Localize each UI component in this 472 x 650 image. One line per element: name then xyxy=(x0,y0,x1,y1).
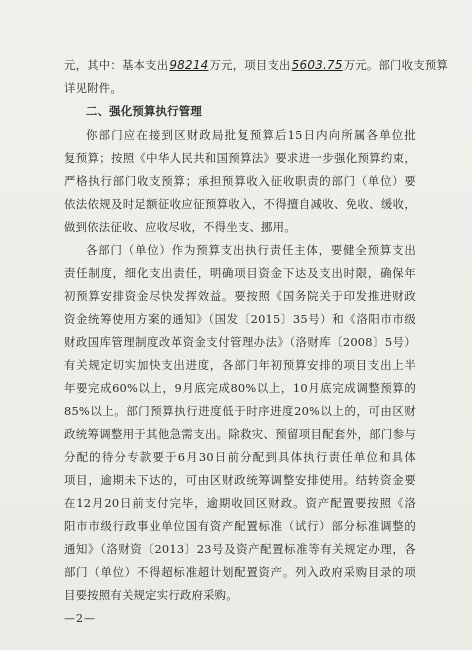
handwritten-amount: 98214 xyxy=(169,58,209,72)
text-line-20: 在12月20日前支付完毕，逾期收回区财政。资产配置要按照《洛 xyxy=(64,496,416,510)
section-heading: 二、强化预算执行管理 xyxy=(86,104,202,118)
text-line-12: 资金统筹使用方案的通知》（国发〔2015〕35号）和《洛阳市市级 xyxy=(64,312,416,326)
text-line-15: 年要完成60%以上，9月底完成80%以上，10月底完成调整预算的 xyxy=(64,381,416,395)
text-line-22: 通知》（洛财资〔2013〕23号及资产配置标准等有关规定办理，各 xyxy=(64,542,416,556)
text-line-8: 做到依法征收、应收尽收，不得坐支、挪用。 xyxy=(64,220,296,234)
text-line-24: 目要按照有关规定实行政府采购。 xyxy=(64,588,238,602)
text-segment: 万元。部门收支预算 xyxy=(343,58,449,72)
text-line-21: 阳市市级行政事业单位国有资产配置标准（试行）部分标准调整的 xyxy=(64,519,416,533)
text-line-10: 责任制度，细化支出责任，明确项目资金下达及支出时限，确保年 xyxy=(64,266,416,280)
text-line-23: 部门（单位）不得超标准超计划配置资产。列入政府采购目录的项 xyxy=(64,565,416,579)
text-line-18: 分配的待分专款要于6月30日前分配到具体执行责任单位和具体 xyxy=(64,450,416,464)
text-line-2: 详见附件。 xyxy=(64,81,122,95)
text-line-14: 有关规定切实加快支出进度，各部门年初预算安排的项目支出上半 xyxy=(64,358,416,372)
text-line-6: 严格执行部门收支预算；承担预算收入征收职责的部门（单位）要 xyxy=(64,174,416,188)
text-line-4: 你部门应在接到区财政局批复预算后15日内向所属各单位批 xyxy=(86,128,416,142)
text-line-9: 各部门（单位）作为预算支出执行责任主体，要健全预算支出 xyxy=(86,243,416,257)
handwritten-amount: 5603.75 xyxy=(291,58,343,72)
page-number: —2— xyxy=(64,612,96,625)
text-line-13: 财政国库管理制度改革资金支付管理办法》（洛财库〔2008〕5号） xyxy=(64,335,416,349)
text-segment: 万元，项目支出 xyxy=(209,58,291,72)
text-line-17: 政统筹调整用于其他急需支出。除救灾、预留项目配套外，部门参与 xyxy=(64,427,416,441)
text-segment: 元，其中：基本支出 xyxy=(64,58,169,72)
text-line-19: 项目，逾期未下达的，可由区财政统筹调整安排使用。结转资金要 xyxy=(64,473,416,487)
text-line-1 xyxy=(64,57,449,73)
text-line-11: 初预算安排资金尽快发挥效益。要按照《国务院关于印发推进财政 xyxy=(64,289,416,303)
text-line-5: 复预算；按照《中华人民共和国预算法》要求进一步强化预算约束， xyxy=(64,151,416,165)
text-line-16: 85%以上。部门预算执行进度低于时序进度20%以上的，可由区财 xyxy=(64,404,416,418)
text-line-7: 依法依规及时足额征收应征预算收入，不得擅自减收、免收、缓收， xyxy=(64,197,416,211)
